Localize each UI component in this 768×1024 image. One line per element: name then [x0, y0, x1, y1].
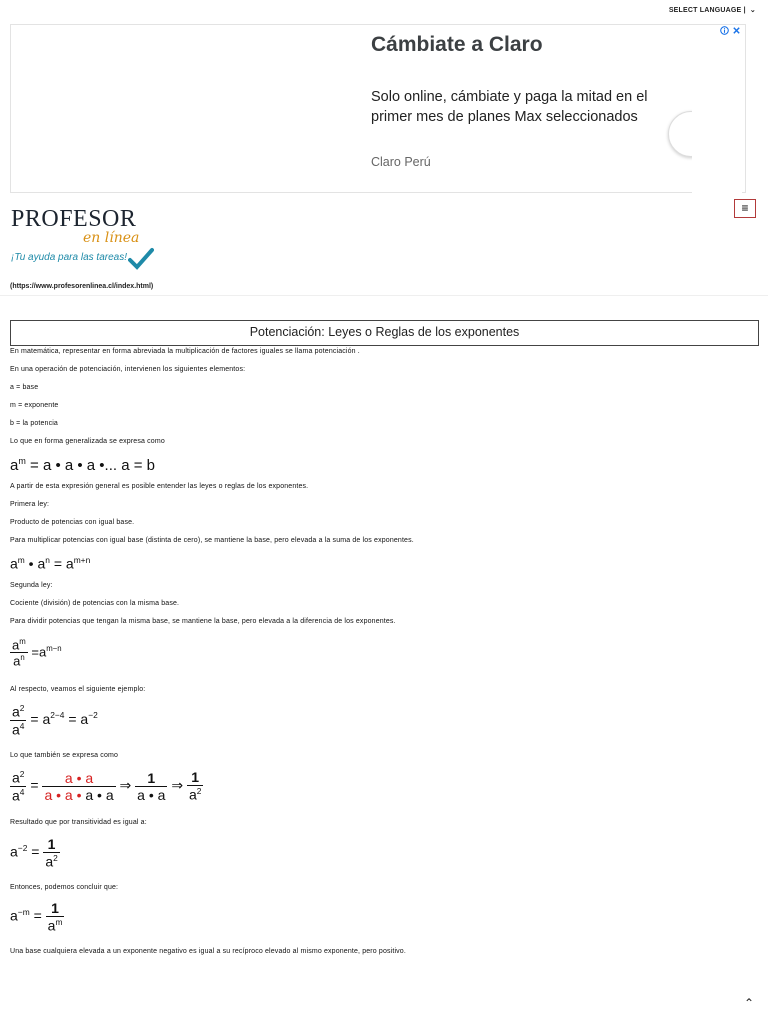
paragraph: A partir de esta expresión general es posible entender las leyes o reglas de los exponentes.	[10, 483, 309, 490]
paragraph: Para dividir potencias que tengan la misma base, se mantiene la base, pero elevada a la diferencia de los exponentes.	[10, 618, 396, 625]
formula-general-negative: $a^{-m}$ = $\frac{1}{a^m}$	[10, 900, 63, 934]
article-title: Potenciación: Leyes o Reglas de los exponentes	[10, 320, 759, 346]
ad-controls[interactable]	[720, 25, 741, 36]
ad-sponsor: Claro Perú	[371, 155, 431, 169]
formula-expanded: $\frac{a^2}{a^4}$ = $\frac{a • a}{a • a • a • a}$ ⇒ $\frac{1}{a • a}$ ⇒ $\frac{1}{a^2}$	[12, 769, 202, 804]
checkmark-icon	[128, 247, 154, 271]
language-label: SELECT LANGUAGE	[668, 7, 742, 14]
formula-power-definition: $a^m = a$ • a • a •... a = b	[10, 456, 156, 474]
ad-banner[interactable]	[10, 24, 746, 193]
paragraph: Primera ley:	[10, 501, 50, 508]
info-icon[interactable]	[720, 26, 729, 35]
formula-quotient-rule: $\frac{a^m}{a^n}$ $=a^{m-n}$	[12, 637, 62, 669]
language-separator: |	[743, 7, 746, 14]
formula-example: $\frac{a^2}{a^4}$ = $a^{2-4} = a^{-2}$	[12, 703, 98, 738]
paragraph: Resultado que por transitividad es igual a:	[10, 819, 147, 826]
ad-edge	[692, 25, 742, 193]
paragraph: Producto de potencias con igual base.	[10, 519, 135, 526]
paragraph: En una operación de potenciación, intervienen los siguientes elementos:	[10, 366, 246, 373]
divider	[0, 295, 768, 296]
paragraph: En matemática, representar en forma abreviada la multiplicación de factores iguales se llama potenciación .	[10, 348, 360, 355]
chevron-down-icon: ⌄	[749, 7, 756, 14]
logo-main: PROFESOR	[11, 206, 137, 232]
logo-sub: en línea	[83, 230, 140, 246]
paragraph: Segunda ley:	[10, 582, 53, 589]
paragraph: m = exponente	[10, 402, 59, 409]
paragraph: b = la potencia	[10, 420, 58, 427]
ad-body: Solo online, cámbiate y paga la mitad en el primer mes de planes Max seleccionados	[371, 89, 648, 125]
paragraph: Lo que también se expresa como	[10, 752, 119, 759]
paragraph: Entonces, podemos concluir que:	[10, 884, 119, 891]
logo-tagline: ¡Tu ayuda para las tareas!	[11, 252, 127, 263]
scroll-up-icon[interactable]: ⌃	[743, 996, 754, 1010]
paragraph: Para multiplicar potencias con igual base (distinta de cero), se mantiene la base, pero elevada a la suma de los exponentes.	[10, 537, 414, 544]
close-icon[interactable]	[732, 26, 741, 35]
logo-link[interactable]: (https://www.profesorenlinea.cl/index.html)	[10, 283, 154, 290]
language-selector[interactable]	[669, 6, 756, 14]
hamburger-menu-icon[interactable]: ≡	[734, 199, 756, 218]
ad-title[interactable]: Cámbiate a Claro	[371, 33, 543, 56]
site-logo[interactable]	[11, 206, 139, 263]
paragraph: Al respecto, veamos el siguiente ejemplo:	[10, 686, 146, 693]
formula-negative-exponent: $a^{-2}$ = $\frac{1}{a^2}$	[10, 836, 58, 870]
paragraph: Cociente (división) de potencias con la misma base.	[10, 600, 180, 607]
paragraph: a = base	[10, 384, 39, 391]
formula-product-rule: $a^m$ • $a^n = a^{m+n}$	[10, 555, 91, 572]
paragraph: Lo que en forma generalizada se expresa como	[10, 438, 165, 445]
paragraph: Una base cualquiera elevada a un exponente negativo es igual a su recíproco elevado al mismo exponente, pero positivo.	[10, 948, 406, 955]
